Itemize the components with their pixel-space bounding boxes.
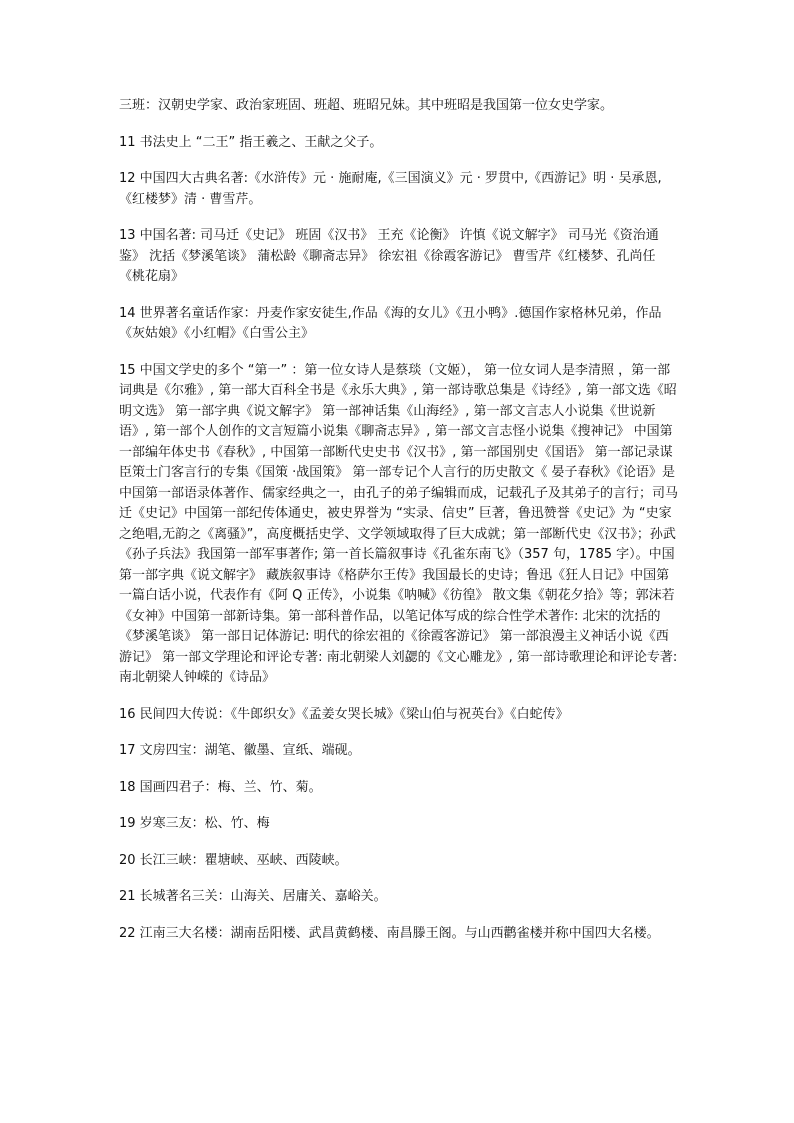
paragraph-18-four-gentlemen: 18 国画四君子：梅、兰、竹、菊。 (119, 779, 322, 795)
paragraph-14-fairy-tale-authors: 14 世界著名童话作家：丹麦作家安徒生,作品《海的女儿》《丑小鸭》.德国作家格林兄弟，作品《灰姑娘》《小红帽》《白雪公主》 (119, 305, 662, 341)
paragraph-15-literary-firsts: 15 中国文学史的多个 “第一” ：第一位女诗人是蔡琰（文姬）， 第一位女词人是李清照 ，第一部词典是《尔雅》, 第一部大百科全书是《永乐大典》, 第一部诗歌总集是《诗经》, 第一部文选《昭明文选》 第一部字典《说文解字》 第一部神话集《山海经》, 第一部文言志人小说集《世说新语》, 第一部个人创作的文言短篇小说集《聊斋志异》, 第一部文言志怪小说集《搜神记》 中国第一部编年体史书《春秋》, 中国第一部断代史史书《汉书》, 第一部国别史《国语》 第一部记录谋臣策士门客言行的专集《国策 ·战国策》 第一部专记个人言行的历史散文《 晏子春秋》《论语》是中国第一部语录体著作、儒家经典之一，由孔子的弟子编辑而成，记载孔子及其弟子的言行；司马迁《史记》中国第一部纪传体通史，被史界誉为 “实录、信史” 巨著，鲁迅赞誉《史记》为 “史家之绝唱,无韵之《离骚》”，高度概括史学、文学领域取得了巨大成就；第一部断代史《汉书》；孙武《孙子兵法》我国第一部军事著作; 第一首长篇叙事诗《孔雀东南飞》（357 句，1785 字）。中国第一部字典《说文解字》 藏族叙事诗《格萨尔王传》我国最长的史诗；鲁迅《狂人日记》中国第一篇白话小说，代表作有《阿 Q 正传》，小说集《呐喊》《彷徨》 散文集《朝花夕拾》等；郭沫若《女神》中国第一部新诗集。第一部科普作品，以笔记体写成的综合性学术著作: 北宋的沈括的《梦溪笔谈》 第一部日记体游记: 明代的徐宏祖的《徐霞客游记》 第一部浪漫主义神话小说《西游记》 第一部文学理论和评论专著: 南北朝梁人刘勰的《文心雕龙》, 第一部诗歌理论和评论专著: 南北朝梁人钟嵘的《诗品》 (119, 362, 679, 685)
paragraph-17-four-treasures: 17 文房四宝：湖笔、徽墨、宣纸、端砚。 (119, 743, 361, 758)
paragraph-22-famous-towers: 22 江南三大名楼：湖南岳阳楼、武昌黄鹤楼、南昌滕王阁。与山西鹳雀楼并称中国四大名楼。 (119, 925, 660, 941)
document-page (119, 96, 679, 960)
paragraph-20-three-gorges: 20 长江三峡：瞿塘峡、巫峡、西陵峡。 (119, 852, 348, 868)
paragraph-11-two-wangs: 11 书法史上 “二王” 指王羲之、王献之父子。 (119, 134, 383, 150)
paragraph-19-three-friends: 19 岁寒三友：松、竹、梅 (119, 816, 270, 831)
paragraph-12-four-classics: 12 中国四大古典名著:《水浒传》元 · 施耐庵,《三国演义》元 · 罗贯中,《西游记》明 · 吴承恩,《红楼梦》清 · 曹雪芹。 (119, 171, 662, 207)
paragraph-ban-family: 三班：汉朝史学家、政治家班固、班超、班昭兄妹。其中班昭是我国第一位女史学家。 (119, 98, 614, 113)
paragraph-13-famous-works: 13 中国名著: 司马迁《史记》 班固《汉书》 王充《论衡》 许慎《说文解字》 司马光《资治通鉴》 沈括《梦溪笔谈》 蒲松龄《聊斋志异》 徐宏祖《徐霞客游记》 曹雪芹《红楼梦、孔尚任《桃花扇》 (119, 228, 659, 284)
paragraph-16-four-legends: 16 民间四大传说：《牛郎织女》《孟姜女哭长城》《梁山伯与祝英台》《白蛇传》 (119, 706, 569, 722)
paragraph-21-great-wall-passes: 21 长城著名三关：山海关、居庸关、嘉峪关。 (119, 889, 387, 904)
